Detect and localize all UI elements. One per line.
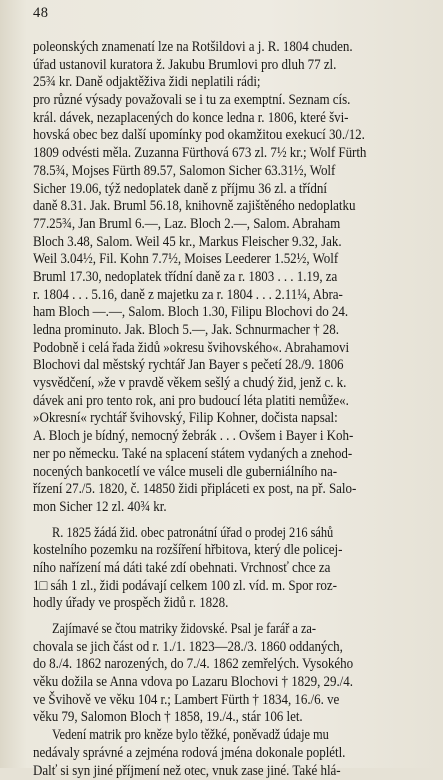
text-line: ve Švihově ve věku 104 r.; Lambert Fürth † 1834, 16./6. ve [33, 692, 437, 710]
text-line: »Okresní« rychtář švihovský, Filip Kohner, dočista napsal: [33, 410, 437, 428]
text-line: Blochovi dal městský rychtář Jan Bayer s pečetí 28./9. 1806 [33, 357, 437, 375]
text-line: 1809 odvésti měla. Zuzanna Fürthová 673 zl. 7½ kr.; Wolf Fürth [33, 145, 437, 163]
text-line: věku 79, Salomon Bloch † 1858, 19./4., stár 106 let. [33, 709, 437, 727]
text-line: dávek ani pro tento rok, ani pro budoucí léta platiti nemůže«. [33, 393, 437, 411]
text-line: 77.25¾, Jan Bruml 6.—, Laz. Bloch 2.—, Salom. Abraham [33, 216, 437, 234]
text-line: 78.5¾, Mojses Fürth 89.57, Salomon Sicher 63.31½, Wolf [33, 163, 437, 181]
text-line: Dalť si syn jiné příjmení než otec, vnuk zase jiné. Také hlá- [33, 763, 437, 780]
body-text [0, 39, 443, 780]
text-line: nocených bankocetlí ve válce museli dle guberniálního na- [33, 464, 437, 482]
text-line: hodly úřady ve prospěch židů r. 1828. [33, 595, 437, 613]
text-line: ního nařízení má dáti také zdí obehnati. Vrchnosť chce za [33, 560, 437, 578]
text-line: král. dávek, nezaplacených do konce ledna r. 1806, které švi- [33, 110, 437, 128]
text-line: Sicher 19.06, týž nedoplatek daně z příjmu 36 zl. a třídní [33, 181, 437, 199]
text-line: ham Bloch —.—, Salom. Bloch 1.30, Filipu Blochovi do 24. [33, 304, 437, 322]
text-line: A. Bloch je bídný, nemocný žebrák . . . Ovšem i Bayer i Koh- [33, 428, 437, 446]
text-line: Bloch 3.48, Salom. Weil 45 kr., Markus Fleischer 9.32, Jak. [33, 234, 437, 252]
text-line: nedávaly správné a zejména rodová jména dokonale poplétl. [33, 745, 437, 763]
text-line: chovala se jich část od r. 1./1. 1823—28./3. 1860 oddaných, [33, 639, 437, 657]
page-number: 48 [33, 5, 49, 22]
text-line: řízení 27./5. 1820, č. 14850 židi připláceti ex post, na př. Salo- [33, 481, 437, 499]
paragraph-start-line: Vedení matrik pro kněze bylo těžké, poněvadž údaje mu [52, 727, 437, 745]
text-line: hovská obec bez další upomínky pod okamžitou exekucí 30./12. [33, 127, 437, 145]
paragraph-start-line: Zajímavé se čtou matriky židovské. Psal je farář a za- [52, 621, 437, 639]
text-line: pro různé výsady považovali se i tu za exemptní. Seznam cís. [33, 92, 437, 110]
text-line: 1□ sáh 1 zl., židi podávají celkem 100 zl. víd. m. Spor roz- [33, 578, 437, 596]
text-line: daně 8.31. Jak. Bruml 56.18, knihovně zajištěného nedoplatku [33, 198, 437, 216]
paragraph-start-line: R. 1825 žádá žid. obec patronátní úřad o prodej 216 sáhů [52, 525, 437, 543]
text-line: do 8./4. 1862 narozených, do 7./4. 1862 zemřelých. Vysokého [33, 656, 437, 674]
text-line: Weil 3.04½, Fil. Kohn 7.7½, Moises Leederer 1.52½, Wolf [33, 251, 437, 269]
text-line: ner po německu. Také na splacení státem vydaných a znehod- [33, 446, 437, 464]
text-line: Bruml 17.30, nedoplatek třídní daně za r. 1803 . . . 1.19, za [33, 269, 437, 287]
text-line: poleonských znamenatí lze na Rotšildovi a j. R. 1804 chuden. [33, 39, 437, 57]
text-line: ledna prominuto. Jak. Bloch 5.—, Jak. Schnurmacher † 28. [33, 322, 437, 340]
text-line: Podobně i celá řada židů »okresu švihovského«. Abrahamovi [33, 340, 437, 358]
text-line: mon Sicher 12 zl. 40¾ kr. [33, 499, 437, 517]
text-line: 25¾ kr. Daně odjaktěživa židi neplatili rádi; [33, 74, 437, 92]
text-line: věku dožila se Anna vdova po Lazaru Blochovi † 1829, 29./4. [33, 674, 437, 692]
text-line: r. 1804 . . . 5.16, daně z majetku za r. 1804 . . . 2.11¼, Abra- [33, 287, 437, 305]
text-line: kostelního pozemku na rozšíření hřbitova, který dle policej- [33, 542, 437, 560]
text-line: vysvědčení, »že v pravdě věkem sešlý a chudý žid, jenž c. k. [33, 375, 437, 393]
text-line: úřad ustanovil kuratora ž. Jakubu Brumlovi pro dluh 77 zl. [33, 57, 437, 75]
